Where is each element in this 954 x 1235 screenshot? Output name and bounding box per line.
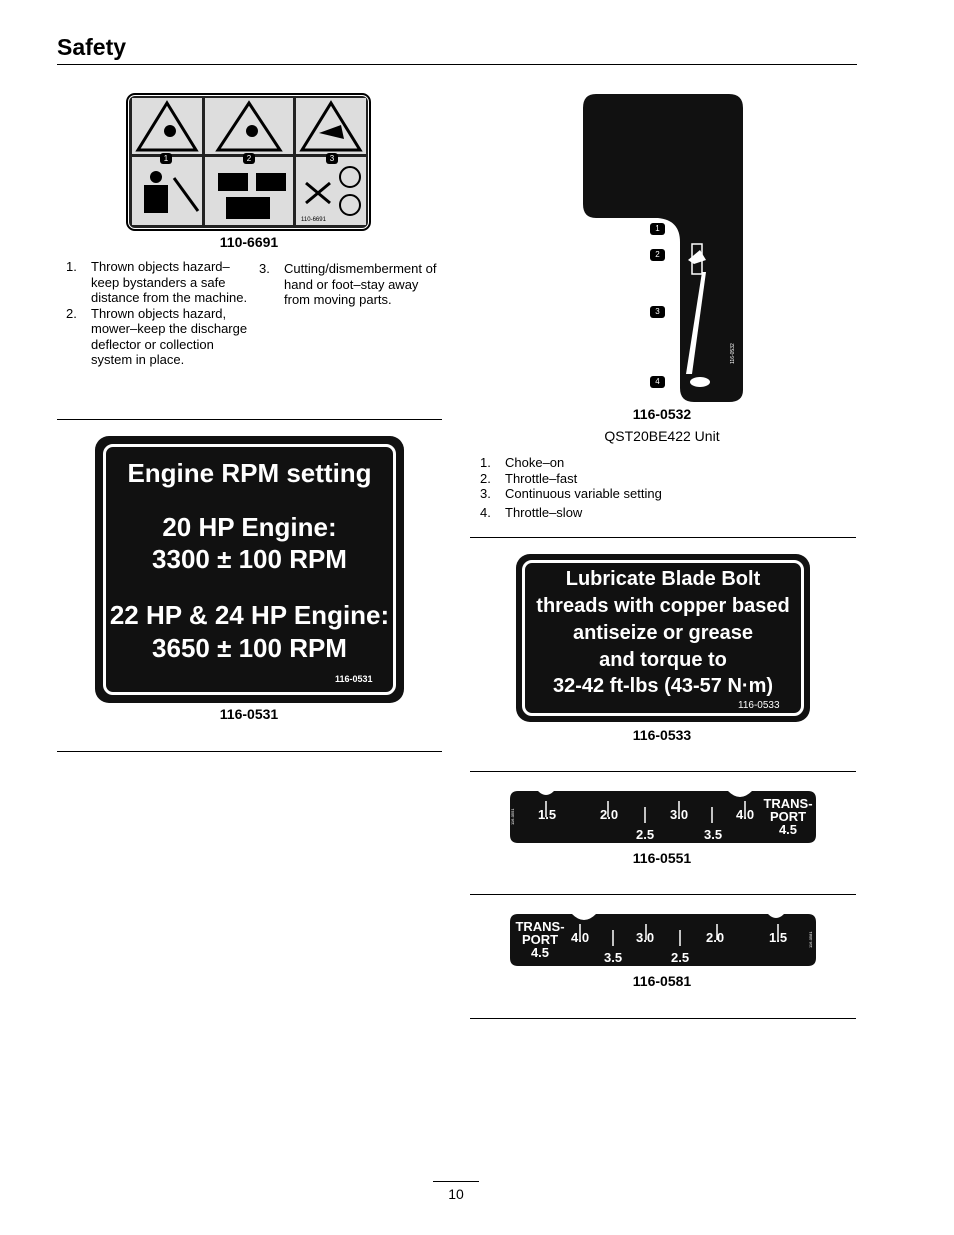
height-1-5: 1.5 bbox=[769, 930, 788, 945]
decal-caption-116-0531: 116-0531 bbox=[219, 706, 279, 722]
section-rule bbox=[470, 1018, 856, 1019]
decal-torque-line-1: Lubricate Blade Bolt bbox=[565, 568, 761, 590]
decal-rpm-20hp-value: 3300 ± 100 RPM bbox=[152, 544, 347, 574]
decal-rpm-20hp: 20 HP Engine: bbox=[162, 512, 337, 542]
legend-item: 3. Continuous variable setting bbox=[480, 486, 662, 501]
decal-caption-116-0551: 116-0551 bbox=[632, 850, 692, 866]
decal-torque-line-2: threads with copper based bbox=[536, 595, 790, 617]
decal-embedded-code: 110-6691 bbox=[301, 217, 326, 223]
decal-torque-line-4: and torque to bbox=[599, 649, 727, 671]
legend-item: 4. Throttle–slow bbox=[480, 504, 583, 520]
height-3-0: 3.0 bbox=[670, 807, 689, 822]
decal-marker-4: 4 bbox=[650, 376, 665, 388]
decal-embedded-code: 116-0551 bbox=[510, 808, 515, 825]
decal-116-0533-image bbox=[516, 554, 810, 722]
height-2-5: 2.5 bbox=[671, 950, 690, 965]
decal-torque-line-5: 32-42 ft-lbs (43-57 N·m) bbox=[552, 675, 774, 697]
height-3-5: 3.5 bbox=[704, 827, 723, 842]
section-rule bbox=[470, 771, 856, 772]
decal-caption-110-6691: 110-6691 bbox=[219, 234, 279, 250]
legend-item: 1. Thrown objects hazard–keep bystanders a safe distance from the machine. bbox=[66, 259, 248, 305]
decal-rpm-heading: Engine RPM setting bbox=[127, 458, 372, 488]
decal-116-0551-image bbox=[508, 789, 817, 845]
decal-torque-line-3: antiseize or grease bbox=[572, 622, 754, 644]
section-rule bbox=[470, 894, 856, 895]
decal-rpm-22-24hp-value: 3650 ± 100 RPM bbox=[152, 633, 347, 663]
legend-item: 2. Thrown objects hazard, mower–keep the discharge deflector or collection system in place. bbox=[66, 305, 248, 367]
decal-embedded-code: 116-0581 bbox=[808, 931, 813, 948]
section-rule bbox=[470, 537, 856, 538]
transport-label: TRANS- PORT 4.5 bbox=[763, 796, 813, 837]
decal-110-6691-legend-left bbox=[66, 259, 251, 368]
transport-label: TRANS- PORT 4.5 bbox=[515, 919, 565, 960]
decal-116-0531-image bbox=[95, 436, 404, 703]
decal-116-0581-image bbox=[508, 912, 817, 968]
decal-116-0532-legend bbox=[480, 455, 780, 520]
header-rule bbox=[57, 64, 857, 65]
decal-caption-116-0533: 116-0533 bbox=[632, 727, 692, 743]
height-4-0: 4.0 bbox=[571, 930, 590, 945]
height-2-0: 2.0 bbox=[600, 807, 619, 822]
legend-item: 2. Throttle–fast bbox=[480, 470, 578, 486]
decal-110-6691-legend-right bbox=[259, 261, 444, 308]
section-rule bbox=[57, 419, 442, 420]
height-3-0: 3.0 bbox=[636, 930, 655, 945]
decal-embedded-code: 116-0532 bbox=[730, 343, 736, 364]
decal-embedded-code: 116-0533 bbox=[738, 700, 780, 711]
height-2-0: 2.0 bbox=[706, 930, 725, 945]
section-rule bbox=[57, 751, 442, 752]
decal-rpm-22-24hp: 22 HP & 24 HP Engine: bbox=[109, 600, 390, 630]
decal-marker-1: 1 bbox=[160, 153, 172, 164]
decal-marker-2: 2 bbox=[650, 249, 665, 261]
decal-subtitle-116-0532: QST20BE422 Unit bbox=[604, 428, 720, 444]
decal-embedded-code: 116-0531 bbox=[335, 674, 373, 684]
decal-caption-116-0532: 116-0532 bbox=[632, 406, 692, 422]
decal-caption-116-0581: 116-0581 bbox=[632, 973, 692, 989]
decal-110-6691-image bbox=[126, 93, 371, 231]
footer-rule bbox=[433, 1181, 479, 1182]
height-1-5: 1.5 bbox=[538, 807, 557, 822]
legend-item: 3. Cutting/dismemberment of hand or foot–stay away from moving parts. bbox=[259, 261, 437, 307]
height-4-0: 4.0 bbox=[736, 807, 755, 822]
legend-item: 1. Choke–on bbox=[480, 455, 565, 470]
decal-marker-3: 3 bbox=[650, 306, 665, 318]
decal-marker-2: 2 bbox=[243, 153, 255, 164]
height-3-5: 3.5 bbox=[604, 950, 623, 965]
page-title: Safety bbox=[57, 34, 127, 60]
page-number: 10 bbox=[448, 1186, 464, 1202]
height-2-5: 2.5 bbox=[636, 827, 655, 842]
decal-marker-3: 3 bbox=[326, 153, 338, 164]
decal-marker-1: 1 bbox=[650, 223, 665, 235]
